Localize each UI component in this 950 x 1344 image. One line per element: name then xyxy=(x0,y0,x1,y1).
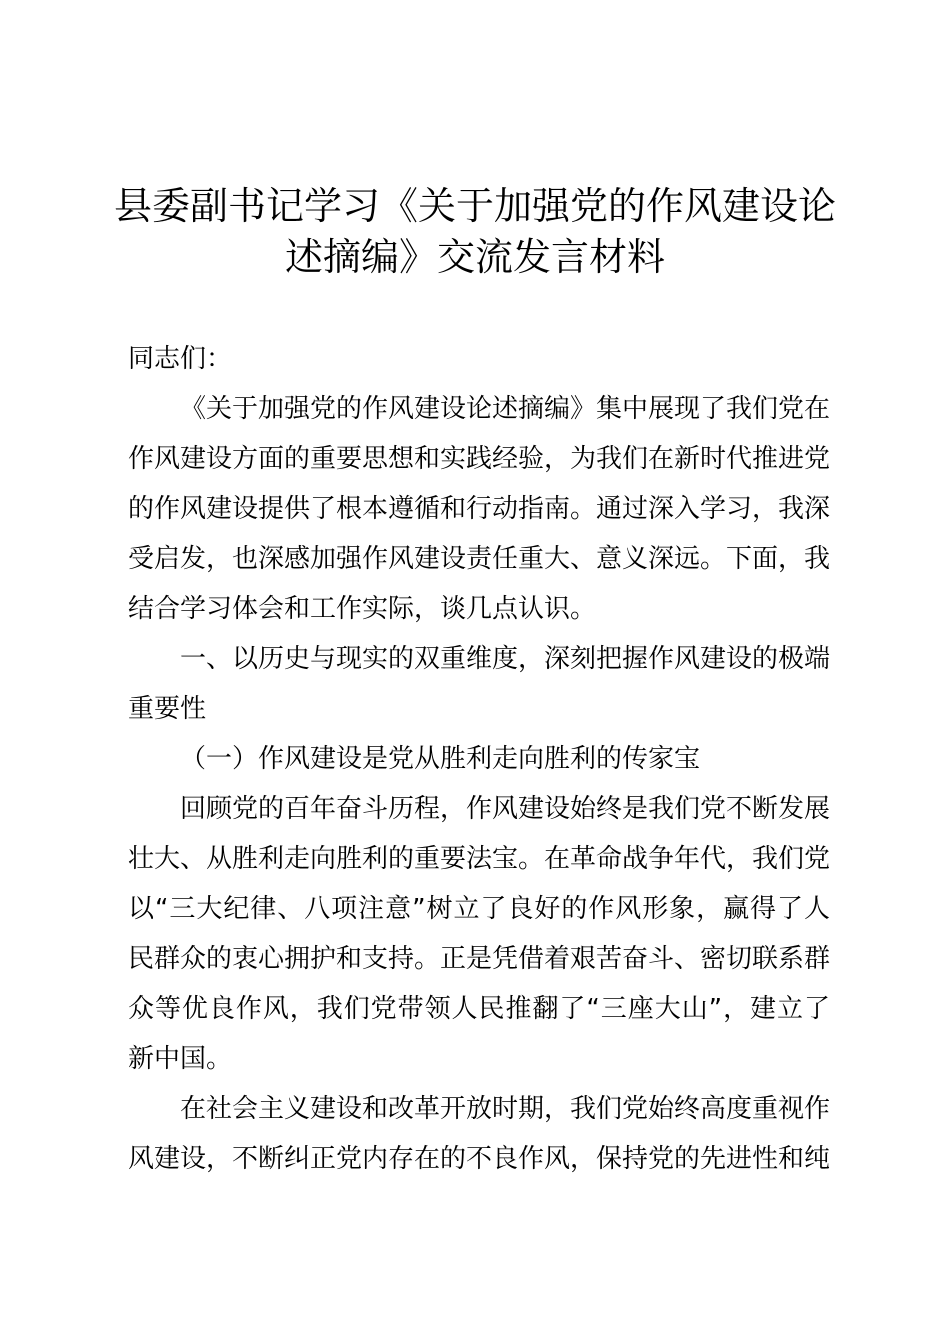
document-body xyxy=(128,334,830,1184)
paragraph-history: 回顾党的百年奋斗历程，作风建设始终是我们党不断发展壮大、从胜利走向胜利的重要法宝。在革命战争年代，我们党以“三大纪律、八项注意”树立了良好的作风形象，赢得了人民群众的衷心拥护和支持。正是凭借着艰苦奋斗、密切联系群众等优良作风，我们党带领人民推翻了“三座大山”，建立了新中国。 xyxy=(128,794,831,1074)
subsection-heading-1-1: （一）作风建设是党从胜利走向胜利的传家宝 xyxy=(180,744,701,774)
paragraph-intro: 《关于加强党的作风建设论述摘编》集中展现了我们党在作风建设方面的重要思想和实践经验，为我们在新时代推进党的作风建设提供了根本遵循和行动指南。通过深入学习，我深受启发，也深感加强作风建设责任重大、意义深远。下面，我结合学习体会和工作实际，谈几点认识。 xyxy=(128,394,831,624)
paragraph-reform-era: 在社会主义建设和改革开放时期，我们党始终高度重视作风建设，不断纠正党内存在的不良作风，保持党的先进性和纯 xyxy=(128,1094,831,1174)
salutation: 同志们： xyxy=(128,344,233,374)
document-title: 县委副书记学习《关于加强党的作风建设论述摘编》交流发言材料 xyxy=(113,184,836,279)
section-heading-1: 一、以历史与现实的双重维度，深刻把握作风建设的极端重要性 xyxy=(128,644,831,724)
